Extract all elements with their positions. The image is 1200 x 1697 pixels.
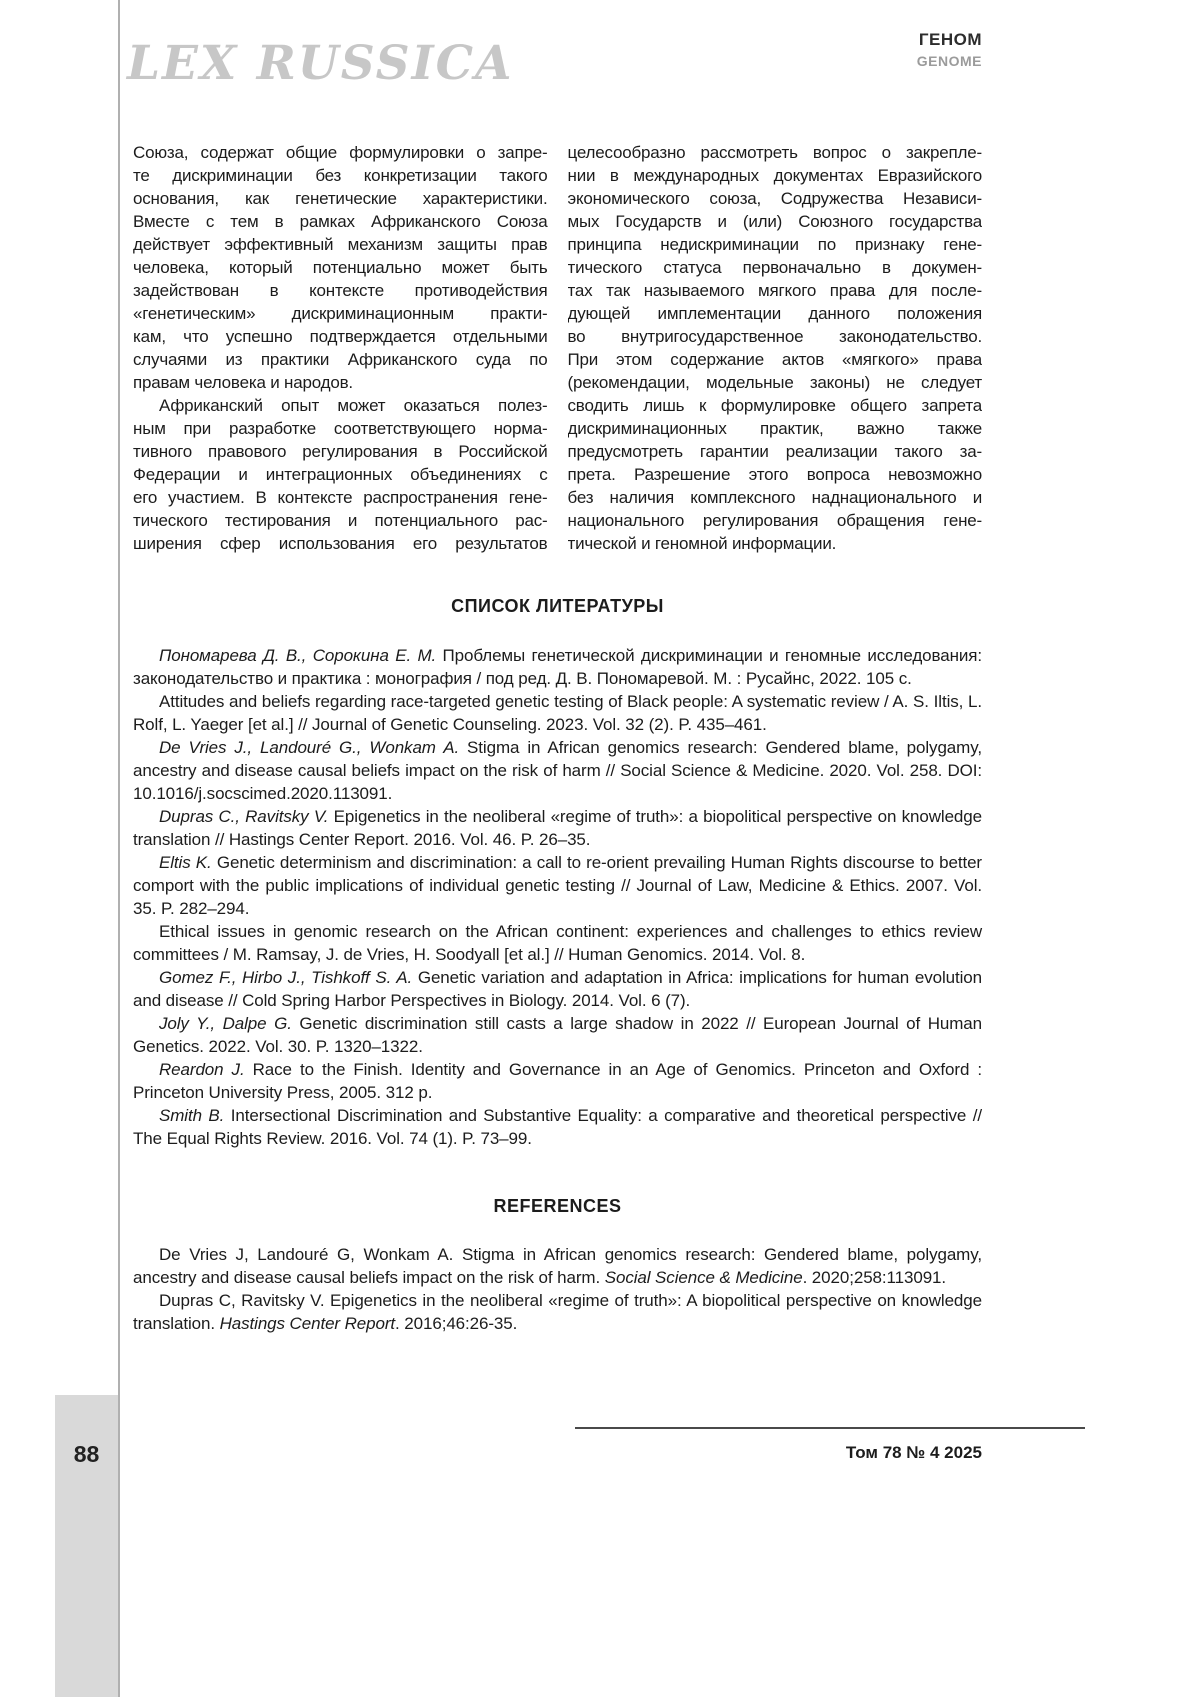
entry-text: Epigenetics in the neoliberal «regime of truth»: a biopolitical perspective on knowledge translation // Hastings Center Report. 2016. Vol. 46. P. 26–35. <box>133 807 982 849</box>
bibliography-heading: СПИСОК ЛИТЕРАТУРЫ <box>451 596 664 616</box>
text-line: предусмотреть гарантии реализации такого за- <box>567 442 982 461</box>
text-line: случаями из практики Африканского суда по <box>133 350 548 369</box>
paragraph <box>568 141 983 555</box>
bibliography-entry <box>133 805 982 851</box>
text-line: экономического союза, Содружества Независи- <box>567 189 982 208</box>
bibliography-entry <box>133 690 982 736</box>
rubric <box>917 30 982 69</box>
bibliography-entry <box>133 1104 982 1150</box>
journal-logo: LEX RUSSICA <box>127 36 514 91</box>
bibliography-list <box>133 644 982 1150</box>
paragraph <box>133 141 548 394</box>
text-line: правам человека и народов. <box>133 373 353 392</box>
entry-text: Проблемы генетической дискриминации и геномные исследования: законодательство и практика : монография / под ред. Д. В. Пономаревой. М. : Русайнс, 2022. 105 с. <box>133 646 983 688</box>
entry-authors-italic: Пономарева Д. В., Сорокина Е. М. <box>159 646 437 665</box>
entry-text: Genetic determinism and discrimination: a call to re-orient prevailing Human Rights discourse to better comport with the public implications of individual genetic testing // Journal of Law, Medicine & Ethics. 2007. Vol. 35. P. 282–294. <box>133 853 982 918</box>
rubric-title-ru: ГЕНОМ <box>918 30 982 49</box>
text-column-right <box>568 141 983 555</box>
bibliography-entry <box>133 736 982 805</box>
text-line: его участием. В контексте распространения гене- <box>133 488 548 507</box>
references-heading: REFERENCES <box>493 1196 622 1216</box>
reference-entry <box>133 1289 982 1335</box>
text-line: дующей имплементации данного положения <box>567 304 982 323</box>
rubric-title-en: GENOME <box>916 53 982 69</box>
page-number: 88 <box>73 1441 100 1467</box>
text-line: национального регулирования обращения гене- <box>567 511 982 530</box>
text-line: Федерации и интеграционных объединениях с <box>133 465 548 484</box>
text-line: (рекомендации, модельные законы) не следует <box>567 373 982 392</box>
text-line: тического тестирования и потенциального рас- <box>133 511 548 530</box>
bibliography-entry <box>133 966 982 1012</box>
entry-text: Stigma in African genomics research: Gendered blame, polygamy, ancestry and disease causal beliefs impact on the risk of harm // Social Science & Medicine. 2020. Vol. 258. DOI: 10.1016/j.socscimed.2020.113091. <box>133 738 982 803</box>
text-line: кам, что успешно подтверждается отдельными <box>133 327 548 346</box>
text-line: прета. Разрешение этого вопроса невозможно <box>567 465 982 484</box>
text-line: тической и геномной информации. <box>567 534 837 553</box>
text-line: тивного правового регулирования в Российской <box>133 442 548 461</box>
entry-text: Attitudes and beliefs regarding race-targeted genetic testing of Black people: A systematic review / A. S. Iltis, L. Rolf, L. Yaeger [et al.] // Journal of Genetic Counseling. 2023. Vol. 32 (2). P. 435–461. <box>133 692 982 734</box>
bibliography-entry <box>133 920 982 966</box>
text-line: При этом содержание актов «мягкого» права <box>567 350 982 369</box>
text-line: дискриминационных практик, важно также <box>567 419 982 438</box>
entry-text: Genetic variation and adaptation in Africa: implications for human evolution and disease // Cold Spring Harbor Perspectives in Biology. 2014. Vol. 6 (7). <box>133 968 982 1010</box>
article-body <box>133 141 982 555</box>
footer-rule <box>575 1427 1085 1429</box>
entry-text: De Vries J, Landouré G, Wonkam A. Stigma in African genomics research: Gendered blame, polygamy, ancestry and disease causal beliefs impact on the risk of harm. <box>133 1245 982 1287</box>
text-line: целесообразно рассмотреть вопрос о закрепле- <box>567 143 982 162</box>
text-line: ным при разработке соответствующего норма- <box>133 419 548 438</box>
text-line: Африканский опыт может оказаться полез- <box>159 396 548 415</box>
bibliography-entry <box>133 1058 982 1104</box>
entry-authors-italic: Hastings Center Report <box>219 1314 396 1333</box>
text-line: Союза, содержат общие формулировки о запре- <box>133 143 548 162</box>
entry-text: Ethical issues in genomic research on the African continent: experiences and challenges to ethics review committees / M. Ramsay, J. de Vries, H. Soodyall [et al.] // Human Genomics. 2014. Vol. 8. <box>133 922 982 964</box>
entry-authors-italic: Dupras C., Ravitsky V. <box>159 807 329 826</box>
entry-text: Intersectional Discrimination and Substantive Equality: a comparative and theoretical perspective // The Equal Rights Review. 2016. Vol. 74 (1). P. 73–99. <box>133 1106 982 1148</box>
text-line: ширения сфер использования его результатов <box>133 534 548 553</box>
text-line: без наличия комплексного наднационального и <box>567 488 982 507</box>
bibliography-entry <box>133 1012 982 1058</box>
entry-text: Dupras C, Ravitsky V. Epigenetics in the neoliberal «regime of truth»: A biopolitical perspective on knowledge translation. <box>133 1291 982 1333</box>
text-column-left <box>133 141 548 555</box>
entry-authors-italic: De Vries J., Landouré G., Wonkam A. <box>159 738 460 757</box>
left-margin-rule <box>118 0 120 1697</box>
entry-text: . 2020;258:113091. <box>802 1268 947 1287</box>
text-line: задействован в контексте противодействия <box>133 281 548 300</box>
bibliography-entry <box>133 851 982 920</box>
entry-text: Genetic discrimination still casts a large shadow in 2022 // European Journal of Human Genetics. 2022. Vol. 30. P. 1320–1322. <box>133 1014 982 1056</box>
entry-authors-italic: Reardon J. <box>159 1060 245 1079</box>
text-line: «генетическим» дискриминационным практи- <box>133 304 548 323</box>
text-line: Вместе с тем в рамках Африканского Союза <box>133 212 548 231</box>
paragraph <box>133 394 548 555</box>
text-line: тического статуса первоначально в докумен- <box>567 258 982 277</box>
text-line: мых Государств и (или) Союзного государства <box>567 212 982 231</box>
text-line: принципа недискриминации по признаку гене- <box>567 235 982 254</box>
entry-authors-italic: Gomez F., Hirbo J., Tishkoff S. A. <box>159 968 413 987</box>
text-line: основания, как генетические характеристики. <box>133 189 548 208</box>
text-line: человека, который потенциально может быть <box>133 258 548 277</box>
references-list <box>133 1243 982 1335</box>
text-line: нии в международных документах Евразийского <box>567 166 982 185</box>
bibliography-entry <box>133 644 982 690</box>
text-line: тах так называемого мягкого права для после- <box>567 281 982 300</box>
text-line: те дискриминации без конкретизации такого <box>133 166 548 185</box>
entry-authors-italic: Smith B. <box>159 1106 225 1125</box>
entry-text: . 2016;46:26-35. <box>395 1314 518 1333</box>
volume-issue-label: Том 78 № 4 2025 <box>845 1443 982 1462</box>
entry-authors-italic: Social Science & Medicine <box>604 1268 803 1287</box>
entry-authors-italic: Eltis K. <box>159 853 212 872</box>
entry-text: Race to the Finish. Identity and Governance in an Age of Genomics. Princeton and Oxford : Princeton University Press, 2005. 312 p. <box>133 1060 982 1102</box>
text-line: сводить лишь к формулировке общего запрета <box>567 396 982 415</box>
text-line: действует эффективный механизм защиты прав <box>133 235 548 254</box>
text-line: во внутригосударственное законодательство. <box>567 327 982 346</box>
reference-entry <box>133 1243 982 1289</box>
entry-authors-italic: Joly Y., Dalpe G. <box>159 1014 292 1033</box>
